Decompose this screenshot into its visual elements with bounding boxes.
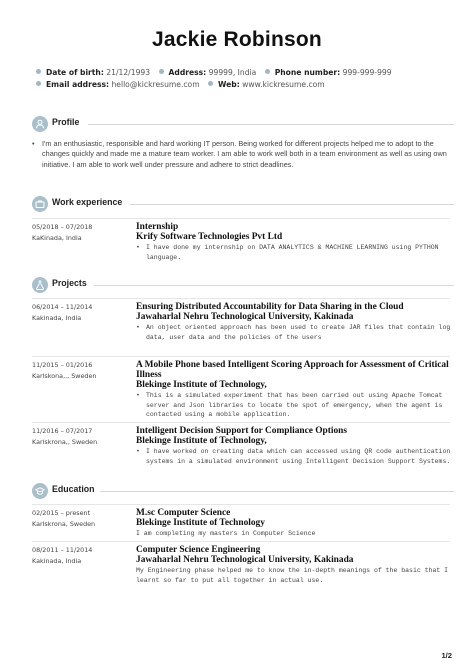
entry-location: Kakinada, India bbox=[32, 557, 82, 565]
entry-title: A Mobile Phone based Intelligent Scoring Approach for Assessment of Critical Illness bbox=[136, 360, 449, 380]
section-divider bbox=[88, 124, 454, 125]
entry-organization: Jawaharlal Nehru Technological University, Kakinada bbox=[136, 312, 354, 322]
section-divider bbox=[130, 204, 454, 205]
section-education-header bbox=[32, 483, 454, 499]
entry-divider bbox=[32, 541, 450, 542]
entry-organization: Blekinge Institute of Technology, bbox=[136, 436, 267, 446]
section-work-header bbox=[32, 196, 454, 212]
entry-divider bbox=[32, 218, 450, 219]
bullet-icon: • bbox=[136, 324, 140, 331]
entry-organization: Blekinge Institute of Technology bbox=[136, 518, 265, 528]
entry-date: 02/2015 – present bbox=[32, 509, 91, 517]
flask-icon bbox=[32, 277, 48, 293]
entry-description: • This is a simulated experiment that has been carried out using Apache Tomcat server and Json libraries to locate the spot of emergency, when the agent is contacted using a mobile application. bbox=[136, 392, 443, 418]
entry-title: Internship bbox=[136, 222, 179, 232]
bullet-icon: • bbox=[32, 139, 35, 148]
section-divider bbox=[100, 491, 454, 492]
section-title: Education bbox=[52, 484, 95, 494]
entry-description: • I have worked on creating data which can accessed using QR code authentication systems in a simulated environment using Intelligent Decision Support Systems. bbox=[136, 448, 451, 465]
entry-date: 06/2014 – 11/2014 bbox=[32, 303, 93, 311]
entry-organization: Jawaharlal Nehru Technological University, Kakinada bbox=[136, 555, 354, 565]
section-title: Work experience bbox=[52, 197, 123, 207]
entry-location: Karlskrona, Sweden bbox=[32, 520, 96, 528]
person-icon bbox=[32, 116, 48, 132]
contact-date-of-birth: Date of birth: 21/12/1993 bbox=[36, 68, 150, 77]
entry-description: • An object oriented approach has been used to create JAR files that contain log data, user data and the policies of the users bbox=[136, 324, 451, 341]
entry-divider bbox=[32, 504, 450, 505]
bullet-dot-icon bbox=[36, 81, 41, 86]
bullet-dot-icon bbox=[36, 69, 41, 74]
graduation-cap-icon bbox=[32, 483, 48, 499]
bullet-icon: • bbox=[136, 448, 140, 455]
entry-location: Karlskona,., Sweden bbox=[32, 372, 97, 380]
entry-title: Ensuring Distributed Accountability for Data Sharing in the Cloud bbox=[136, 302, 404, 312]
entry-date: 11/2015 – 01/2016 bbox=[32, 361, 93, 369]
entry-divider bbox=[32, 422, 450, 423]
profile-text: I'm an enthusiastic, responsible and hard working IT person. Being worked for different projects helped me to adopt to the changes quickly and made me a mature team worker. I am able to work well both in a team environment as well as using own initiative. I am able to work well under pressure and adhere to strict deadlines. bbox=[42, 139, 447, 169]
section-profile-header bbox=[32, 116, 454, 132]
entry-title: M.sc Computer Science bbox=[136, 508, 231, 518]
entry-location: Karlskrona,, Sweden bbox=[32, 438, 98, 446]
entry-location: Kakinada, India bbox=[32, 314, 82, 322]
entry-date: 05/2018 – 07/2018 bbox=[32, 223, 93, 231]
section-projects-header bbox=[32, 277, 454, 293]
contact-email: Email address: hello@kickresume.com bbox=[36, 80, 200, 89]
section-title: Profile bbox=[52, 117, 80, 127]
entry-description: I am completing my masters in Computer Science bbox=[136, 530, 316, 537]
entry-organization: Blekinge Institute of Technology, bbox=[136, 380, 267, 390]
section-divider bbox=[94, 285, 454, 286]
entry-divider bbox=[32, 298, 450, 299]
entry-description: • I have done my internship on DATA ANALYTICS & MACHINE LEARNING using PYTHON language. bbox=[136, 244, 439, 261]
briefcase-icon bbox=[32, 196, 48, 212]
contact-line-1 bbox=[36, 68, 454, 77]
entry-divider bbox=[32, 356, 450, 357]
page-number: 1/2 bbox=[441, 651, 452, 660]
entry-title: Intelligent Decision Support for Compliance Options bbox=[136, 426, 348, 436]
bullet-dot-icon bbox=[208, 81, 213, 86]
entry-date: 11/2016 – 07/2017 bbox=[32, 427, 93, 435]
entry-date: 08/2011 – 11/2014 bbox=[32, 546, 93, 554]
profile-summary bbox=[32, 139, 450, 170]
candidate-name: Jackie Robinson bbox=[152, 28, 322, 51]
bullet-icon: • bbox=[136, 244, 140, 251]
contact-address: Address: 99999, India bbox=[159, 68, 257, 77]
section-title: Projects bbox=[52, 278, 87, 288]
entry-organization: Krify Software Technologies Pvt Ltd bbox=[136, 232, 283, 242]
contact-phone: Phone number: 999-999-999 bbox=[265, 68, 392, 77]
entry-location: KaKinada, India bbox=[32, 234, 82, 242]
bullet-icon: • bbox=[136, 392, 140, 399]
bullet-dot-icon bbox=[265, 69, 270, 74]
bullet-dot-icon bbox=[159, 69, 164, 74]
entry-description: My Engineering phase helped me to know the in-depth meanings of the basic that I learnt so far to put all together in actual use. bbox=[136, 567, 449, 584]
entry-title: Computer Science Engineering bbox=[136, 545, 261, 555]
contact-line-2 bbox=[36, 80, 454, 89]
contact-web: Web: www.kickresume.com bbox=[208, 80, 325, 89]
